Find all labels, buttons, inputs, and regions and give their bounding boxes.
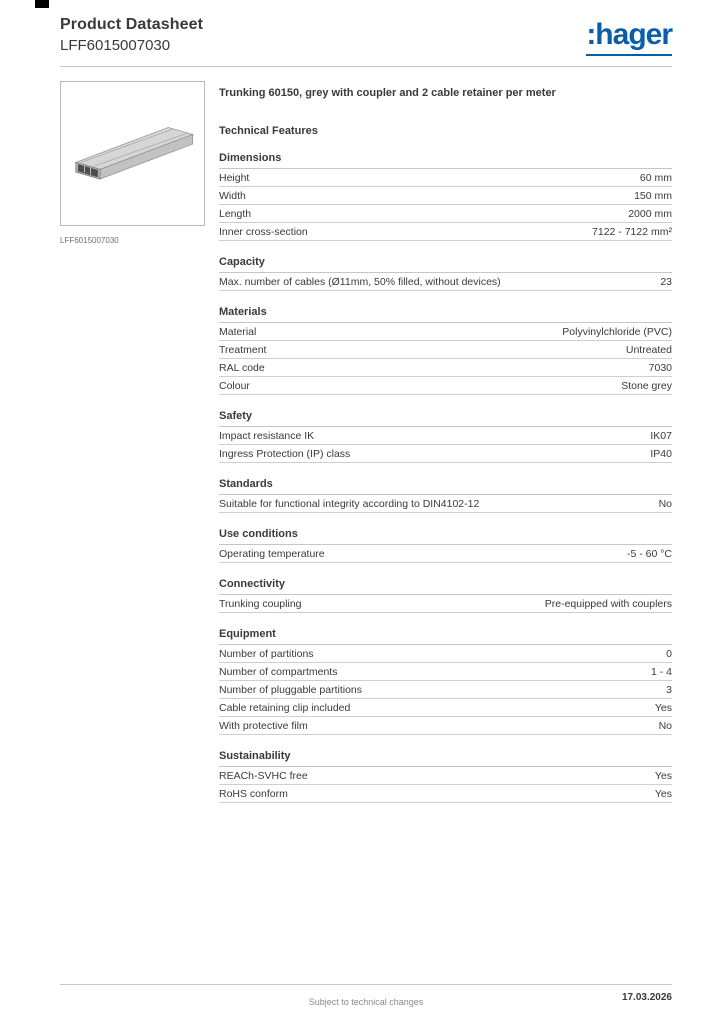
spec-value: 0	[666, 648, 672, 660]
spec-label: Operating temperature	[219, 548, 325, 560]
section-heading: Dimensions	[219, 152, 672, 169]
spec-value: 7122 - 7122 mm²	[592, 226, 672, 238]
spec-value: IK07	[650, 430, 672, 442]
spec-row	[219, 377, 672, 395]
spec-value: Yes	[654, 770, 672, 782]
spec-label: Material	[219, 326, 257, 338]
footer-note: Subject to technical changes	[308, 997, 424, 1007]
spec-row	[219, 717, 672, 735]
trunking-drawing	[67, 110, 198, 197]
spec-value: Polyvinylchloride (PVC)	[562, 326, 672, 338]
spec-row	[219, 545, 672, 563]
section-heading: Sustainability	[219, 750, 672, 767]
spec-column	[219, 81, 672, 803]
technical-features-heading: Technical Features	[219, 125, 318, 137]
product-image-caption: LFF6015007030	[60, 236, 119, 245]
spec-value: 1 - 4	[650, 666, 672, 678]
section-heading: Standards	[219, 478, 672, 495]
spec-label: Impact resistance IK	[219, 430, 315, 442]
spec-row	[219, 273, 672, 291]
spec-label: Width	[219, 190, 246, 202]
page-title: Product Datasheet	[60, 16, 204, 33]
spec-row	[219, 699, 672, 717]
spec-row	[219, 223, 672, 241]
spec-section	[219, 578, 672, 613]
product-code: LFF6015007030	[60, 37, 171, 54]
page-header	[60, 16, 672, 67]
spec-label: Height	[219, 172, 250, 184]
spec-value: 23	[660, 276, 672, 288]
spec-row	[219, 767, 672, 785]
spec-value: -5 - 60 °C	[626, 548, 672, 560]
header-titles	[60, 16, 203, 54]
spec-value: Pre-equipped with couplers	[544, 598, 672, 610]
spec-label: Length	[219, 208, 252, 220]
spec-label: Cable retaining clip included	[219, 702, 351, 714]
section-heading: Safety	[219, 410, 672, 427]
spec-value: 7030	[648, 362, 672, 374]
section-heading: Materials	[219, 306, 672, 323]
spec-label: Inner cross-section	[219, 226, 308, 238]
section-heading: Capacity	[219, 256, 672, 273]
spec-value: Stone grey	[621, 380, 672, 392]
spec-label: With protective film	[219, 720, 308, 732]
spec-label: Colour	[219, 380, 250, 392]
spec-row	[219, 187, 672, 205]
spec-value: No	[658, 720, 672, 732]
spec-label: Number of compartments	[219, 666, 338, 678]
product-image-frame	[60, 81, 205, 226]
spec-label: RAL code	[219, 362, 265, 374]
spec-label: Treatment	[219, 344, 267, 356]
spec-row	[219, 495, 672, 513]
spec-row	[219, 681, 672, 699]
spec-label: Number of pluggable partitions	[219, 684, 363, 696]
product-title: Trunking 60150, grey with coupler and 2 cable retainer per meter	[219, 87, 556, 99]
spec-section	[219, 152, 672, 241]
section-heading: Equipment	[219, 628, 672, 645]
spec-label: Max. number of cables (Ø11mm, 50% filled, without devices)	[219, 276, 501, 288]
spec-value: Yes	[654, 788, 672, 800]
spec-value: Yes	[654, 702, 672, 714]
spec-row	[219, 427, 672, 445]
spec-section	[219, 528, 672, 563]
spec-row	[219, 445, 672, 463]
spec-value: No	[658, 498, 672, 510]
spec-row	[219, 663, 672, 681]
image-column	[60, 81, 205, 803]
spec-label: Suitable for functional integrity according to DIN4102-12	[219, 498, 480, 510]
spec-label: Number of partitions	[219, 648, 314, 660]
spec-row	[219, 359, 672, 377]
spec-row	[219, 341, 672, 359]
section-heading: Use conditions	[219, 528, 672, 545]
sections	[219, 152, 672, 803]
spec-row	[219, 323, 672, 341]
spec-value: Untreated	[625, 344, 672, 356]
spec-row	[219, 595, 672, 613]
page-footer	[60, 984, 672, 1010]
spec-row	[219, 645, 672, 663]
spec-label: Trunking coupling	[219, 598, 302, 610]
spec-section	[219, 628, 672, 735]
spec-value: 60 mm	[639, 172, 672, 184]
section-heading: Connectivity	[219, 578, 672, 595]
spec-row	[219, 785, 672, 803]
spec-section	[219, 478, 672, 513]
spec-label: RoHS conform	[219, 788, 288, 800]
spec-row	[219, 205, 672, 223]
spec-value: IP40	[650, 448, 672, 460]
spec-row	[219, 169, 672, 187]
spec-value: 3	[666, 684, 672, 696]
footer-date: 17.03.2026	[621, 992, 672, 1003]
spec-label: Ingress Protection (IP) class	[219, 448, 351, 460]
spec-section	[219, 750, 672, 803]
content-area	[60, 81, 672, 803]
spec-label: REACh-SVHC free	[219, 770, 308, 782]
spec-section	[219, 306, 672, 395]
spec-section	[219, 410, 672, 463]
hager-logo: :hager	[586, 20, 672, 56]
spec-value: 2000 mm	[628, 208, 672, 220]
spec-value: 150 mm	[634, 190, 672, 202]
spec-section	[219, 256, 672, 291]
